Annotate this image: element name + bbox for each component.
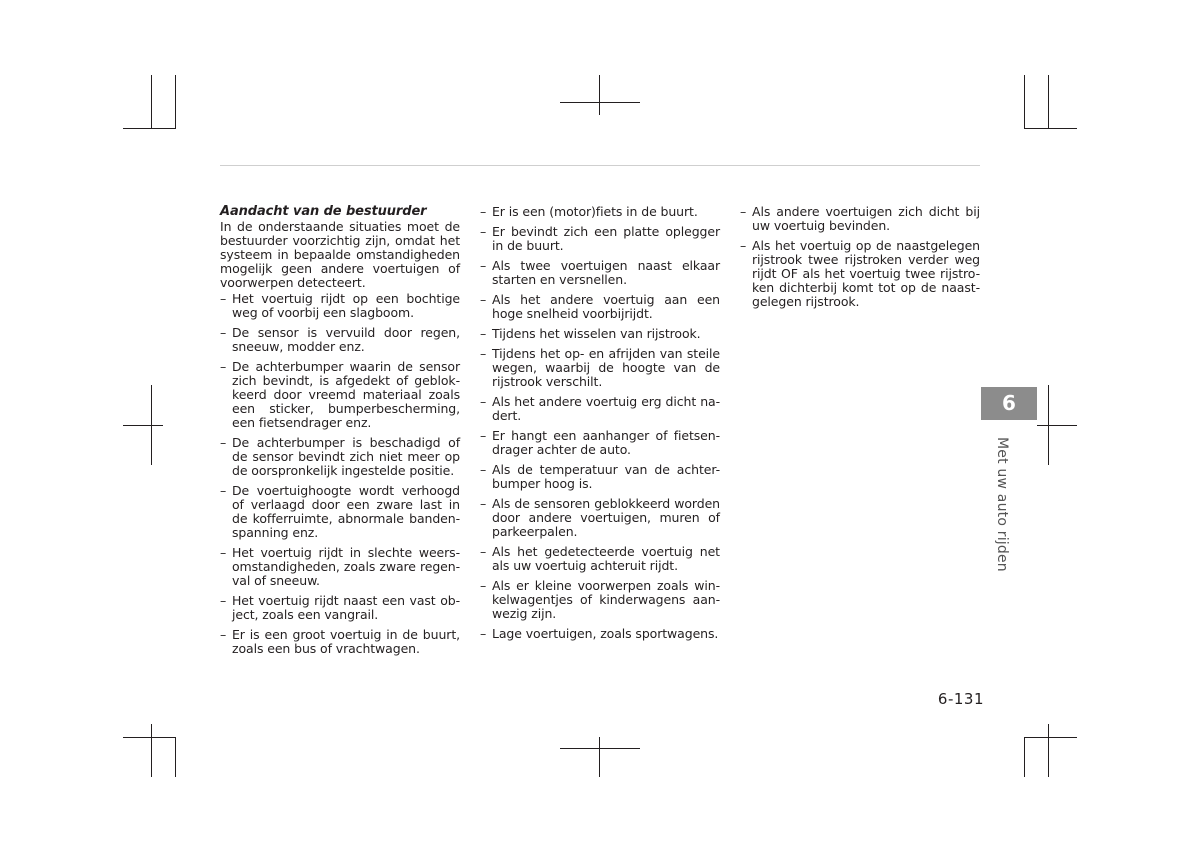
- list-item: – Er is een groot voertuig in de buurt, zoals een bus of vrachtwagen.: [220, 628, 460, 656]
- list-item: – De achterbumper is beschadigd of de sensor bevindt zich niet meer op de oorspronkelijk ingestelde positie.: [220, 436, 460, 478]
- reg-mark-right-v: [1048, 385, 1049, 465]
- column-1-list: [220, 292, 460, 656]
- list-item: – Als andere voertuigen zich dicht bij uw voertuig bevinden.: [740, 205, 980, 233]
- crop-mark-br-v: [1048, 724, 1049, 777]
- column-3-list: [740, 205, 980, 309]
- column-2-list: [480, 205, 720, 641]
- column-3: [740, 205, 980, 315]
- list-item: – Het voertuig rijdt op een bochtige weg of voorbij een slagboom.: [220, 292, 460, 320]
- column-2: [480, 205, 720, 647]
- list-item: – De sensor is vervuild door regen, sneeuw, modder enz.: [220, 326, 460, 354]
- list-item: – Als de sensoren geblokkeerd worden door andere voertuigen, muren of parkeerpalen.: [480, 497, 720, 539]
- crop-mark-bl-h: [123, 737, 176, 738]
- crop-mark-br-h: [1024, 737, 1077, 738]
- list-item: – Als twee voertuigen naast elkaar starten en versnellen.: [480, 259, 720, 287]
- reg-mark-bottom-h: [560, 748, 640, 749]
- list-item: – Tijdens het op- en afrijden van steile wegen, waarbij de hoogte van de rijstrook verschilt.: [480, 347, 720, 389]
- reg-mark-top-v: [599, 75, 600, 115]
- list-item: – De voertuighoogte wordt verhoogd of verlaagd door een zware last in de kofferruimte, abnormale banden-spanning enz.: [220, 484, 460, 540]
- list-item: – Als het andere voertuig aan een hoge snelheid voorbijrijdt.: [480, 293, 720, 321]
- reg-mark-top-h: [560, 102, 640, 103]
- crop-mark-tl-v: [151, 75, 152, 128]
- list-item: – Het voertuig rijdt naast een vast ob-ject, zoals een vangrail.: [220, 594, 460, 622]
- crop-mark-tr-h: [1024, 128, 1077, 129]
- list-item: – Er is een (motor)fiets in de buurt.: [480, 205, 720, 219]
- list-item: – Als het gedetecteerde voertuig net als uw voertuig achteruit rijdt.: [480, 545, 720, 573]
- header-rule: [220, 165, 980, 166]
- list-item: – Er hangt een aanhanger of fietsen-drager achter de auto.: [480, 429, 720, 457]
- crop-mark-tr-v2: [1048, 75, 1049, 128]
- reg-mark-left-h: [123, 425, 163, 426]
- crop-mark-tr-v: [1024, 75, 1025, 128]
- list-item: – Als het andere voertuig erg dicht na-dert.: [480, 395, 720, 423]
- reg-mark-bottom-v: [599, 737, 600, 777]
- list-item: – De achterbumper waarin de sensor zich bevindt, is afgedekt of geblok-keerd door vreemd materiaal zoals een sticker, bumperbescherming, een fietsendrager enz.: [220, 360, 460, 430]
- list-item: – Het voertuig rijdt in slechte weers-omstandigheden, zoals zware regen-val of sneeuw.: [220, 546, 460, 588]
- list-item: – Als de temperatuur van de achter-bumper hoog is.: [480, 463, 720, 491]
- list-item: – Lage voertuigen, zoals sportwagens.: [480, 627, 720, 641]
- crop-mark-tl-h: [123, 128, 176, 129]
- chapter-title: Met uw auto rijden: [994, 437, 1010, 572]
- column-1: [220, 205, 460, 662]
- section-heading: Aandacht van de bestuurder: [220, 204, 427, 219]
- crop-mark-bl-v: [151, 724, 152, 777]
- page-number: 6-131: [937, 690, 984, 708]
- intro-paragraph: In de onderstaande situaties moet de bestuurder voorzichtig zijn, omdat het systeem in bepaalde omstandigheden mogelijk geen andere voertuigen of voorwerpen detecteert.: [220, 219, 460, 290]
- list-item: – Tijdens het wisselen van rijstrook.: [480, 327, 720, 341]
- list-item: – Als er kleine voorwerpen zoals win-kelwagentjes of kinderwagens aan-wezig zijn.: [480, 579, 720, 621]
- reg-mark-right-h: [1037, 425, 1077, 426]
- crop-mark-bl-v2: [175, 737, 176, 777]
- crop-mark-tl-v2: [175, 75, 176, 128]
- reg-mark-left-v: [151, 385, 152, 465]
- list-item: – Er bevindt zich een platte oplegger in de buurt.: [480, 225, 720, 253]
- chapter-tab: 6: [981, 387, 1037, 420]
- chapter-side-title: [990, 437, 1014, 572]
- list-item: – Als het voertuig op de naastgelegen rijstrook twee rijstroken verder weg rijdt OF als het voertuig twee rijstro-ken dichterbij komt tot op de naast-gelegen rijstrook.: [740, 239, 980, 309]
- crop-mark-br-v2: [1024, 737, 1025, 777]
